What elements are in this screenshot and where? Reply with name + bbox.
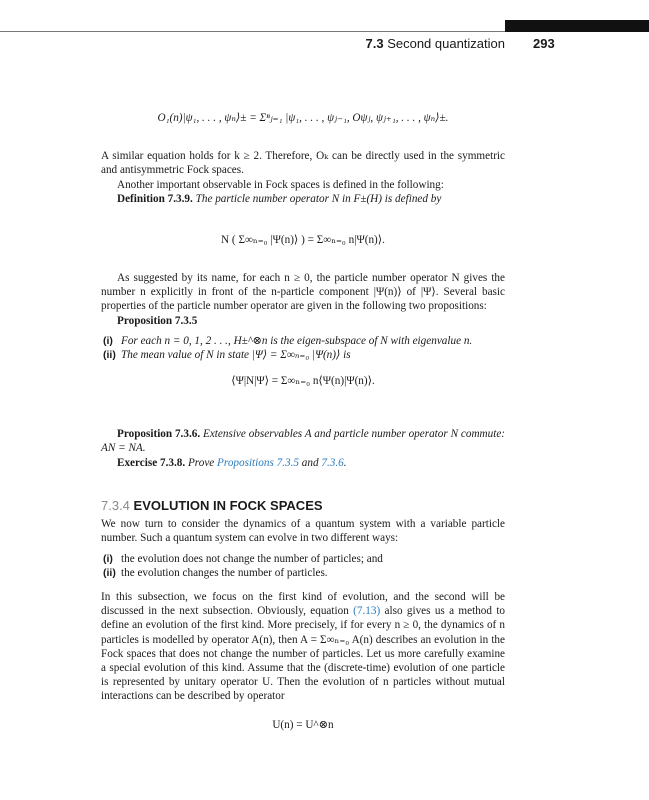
paragraph: Another important observable in Fock spaces is defined in the following:	[117, 179, 444, 191]
header-rule	[0, 31, 505, 32]
section-heading-number: 7.3.4	[101, 498, 130, 513]
page-number: 293	[533, 36, 555, 51]
list-item	[101, 552, 505, 566]
exercise	[101, 456, 505, 470]
proposition-list	[101, 334, 505, 362]
item-number: (ii)	[103, 567, 116, 580]
equation-2: N ( Σ∞ₙ₌₀ |Ψ(n)⟩ ) = Σ∞ₙ₌₀ n|Ψ(n)⟩.	[221, 234, 385, 246]
item-text: For each n = 0, 1, 2 . . ., H±^⊗n is the eigen-subspace of N with eigenvalue n.	[121, 335, 473, 347]
item-text: the evolution changes the number of particles.	[121, 567, 328, 580]
paragraph: As suggested by its name, for each n ≥ 0, the particle number operator N gives the number n explicitly in front of the n-particle component |Ψ(n)⟩ of |Ψ⟩. Several basic properties of the particle number operator are given in the following two propositions:	[101, 272, 505, 313]
paragraph	[101, 590, 505, 704]
proposition-text: Extensive observables A and particle number operator N commute: AN = NA.	[101, 428, 506, 455]
header-bar	[505, 20, 649, 32]
item-number: (i)	[103, 553, 113, 565]
evolution-list	[101, 552, 505, 580]
definition	[101, 192, 505, 206]
exercise-label: Exercise 7.3.8.	[117, 457, 186, 469]
equation-4: U(n) = U^⊗n	[272, 719, 334, 731]
exercise-text: and	[301, 457, 319, 469]
paragraph: We now turn to consider the dynamics of a quantum system with a variable particle number. Such a quantum system can evolve in two different ways:	[101, 518, 505, 545]
list-item	[101, 334, 505, 348]
exercise-text: Prove	[187, 457, 215, 469]
section-title: Second quantization	[387, 36, 505, 51]
proposition-736	[101, 427, 505, 455]
item-number: (ii)	[103, 349, 116, 362]
equation-link[interactable]: (7.13)	[353, 605, 381, 618]
paragraph-text: In this subsection, we focus on the first kind of evolution, and the second will be discussed in the next subsection. Obviously, equation	[101, 591, 505, 618]
definition-label: Definition 7.3.9.	[117, 193, 193, 205]
list-item	[101, 348, 505, 362]
item-text: The mean value of N in state |Ψ⟩ = Σ∞ₙ₌₀ |Ψ(n)⟩ is	[121, 349, 351, 362]
equation-1: O₁(n)|ψ₁, . . . , ψₙ⟩± = Σⁿⱼ₌₁ |ψ₁, . . . , ψⱼ₋₁, Oψⱼ, ψⱼ₊₁, . . . , ψₙ⟩±.	[157, 112, 449, 124]
exercise-text: .	[343, 457, 347, 469]
section-heading	[101, 498, 323, 513]
section-number: 7.3	[365, 36, 384, 51]
proposition-link[interactable]: Propositions 7.3.5	[217, 457, 299, 469]
section-heading-title: EVOLUTION IN FOCK SPACES	[133, 498, 323, 513]
list-item	[101, 566, 505, 580]
item-number: (i)	[103, 335, 113, 347]
equation-3: ⟨Ψ|N|Ψ⟩ = Σ∞ₙ₌₀ n⟨Ψ(n)|Ψ(n)⟩.	[231, 375, 375, 387]
paragraph-text: also gives us a method to define an evolution of the first kind. More precisely, if for every n ≥ 0, the dynamics of n particles is modelled by operator A(n), then A = Σ∞ₙ₌₀ A(n) describes an evolution in the Fock spaces that does not change the number of particles. Let us more carefully examine a special evolution of this kind. Assume that the (discrete-time) evolution of one particle is represented by unitary operator U. Then the evolution of n particles without mutual interactions can be described by operator	[101, 605, 506, 703]
running-header	[365, 36, 505, 51]
definition-text: The particle number operator N in F±(H) is defined by	[195, 193, 442, 205]
paragraph: A similar equation holds for k ≥ 2. Therefore, Oₖ can be directly used in the symmetric and antisymmetric Fock spaces.	[101, 150, 505, 177]
proposition-label: Proposition 7.3.5	[117, 315, 198, 327]
proposition-label: Proposition 7.3.6.	[117, 428, 201, 440]
proposition-link[interactable]: 7.3.6	[321, 457, 344, 469]
item-text: the evolution does not change the number of particles; and	[121, 553, 383, 565]
